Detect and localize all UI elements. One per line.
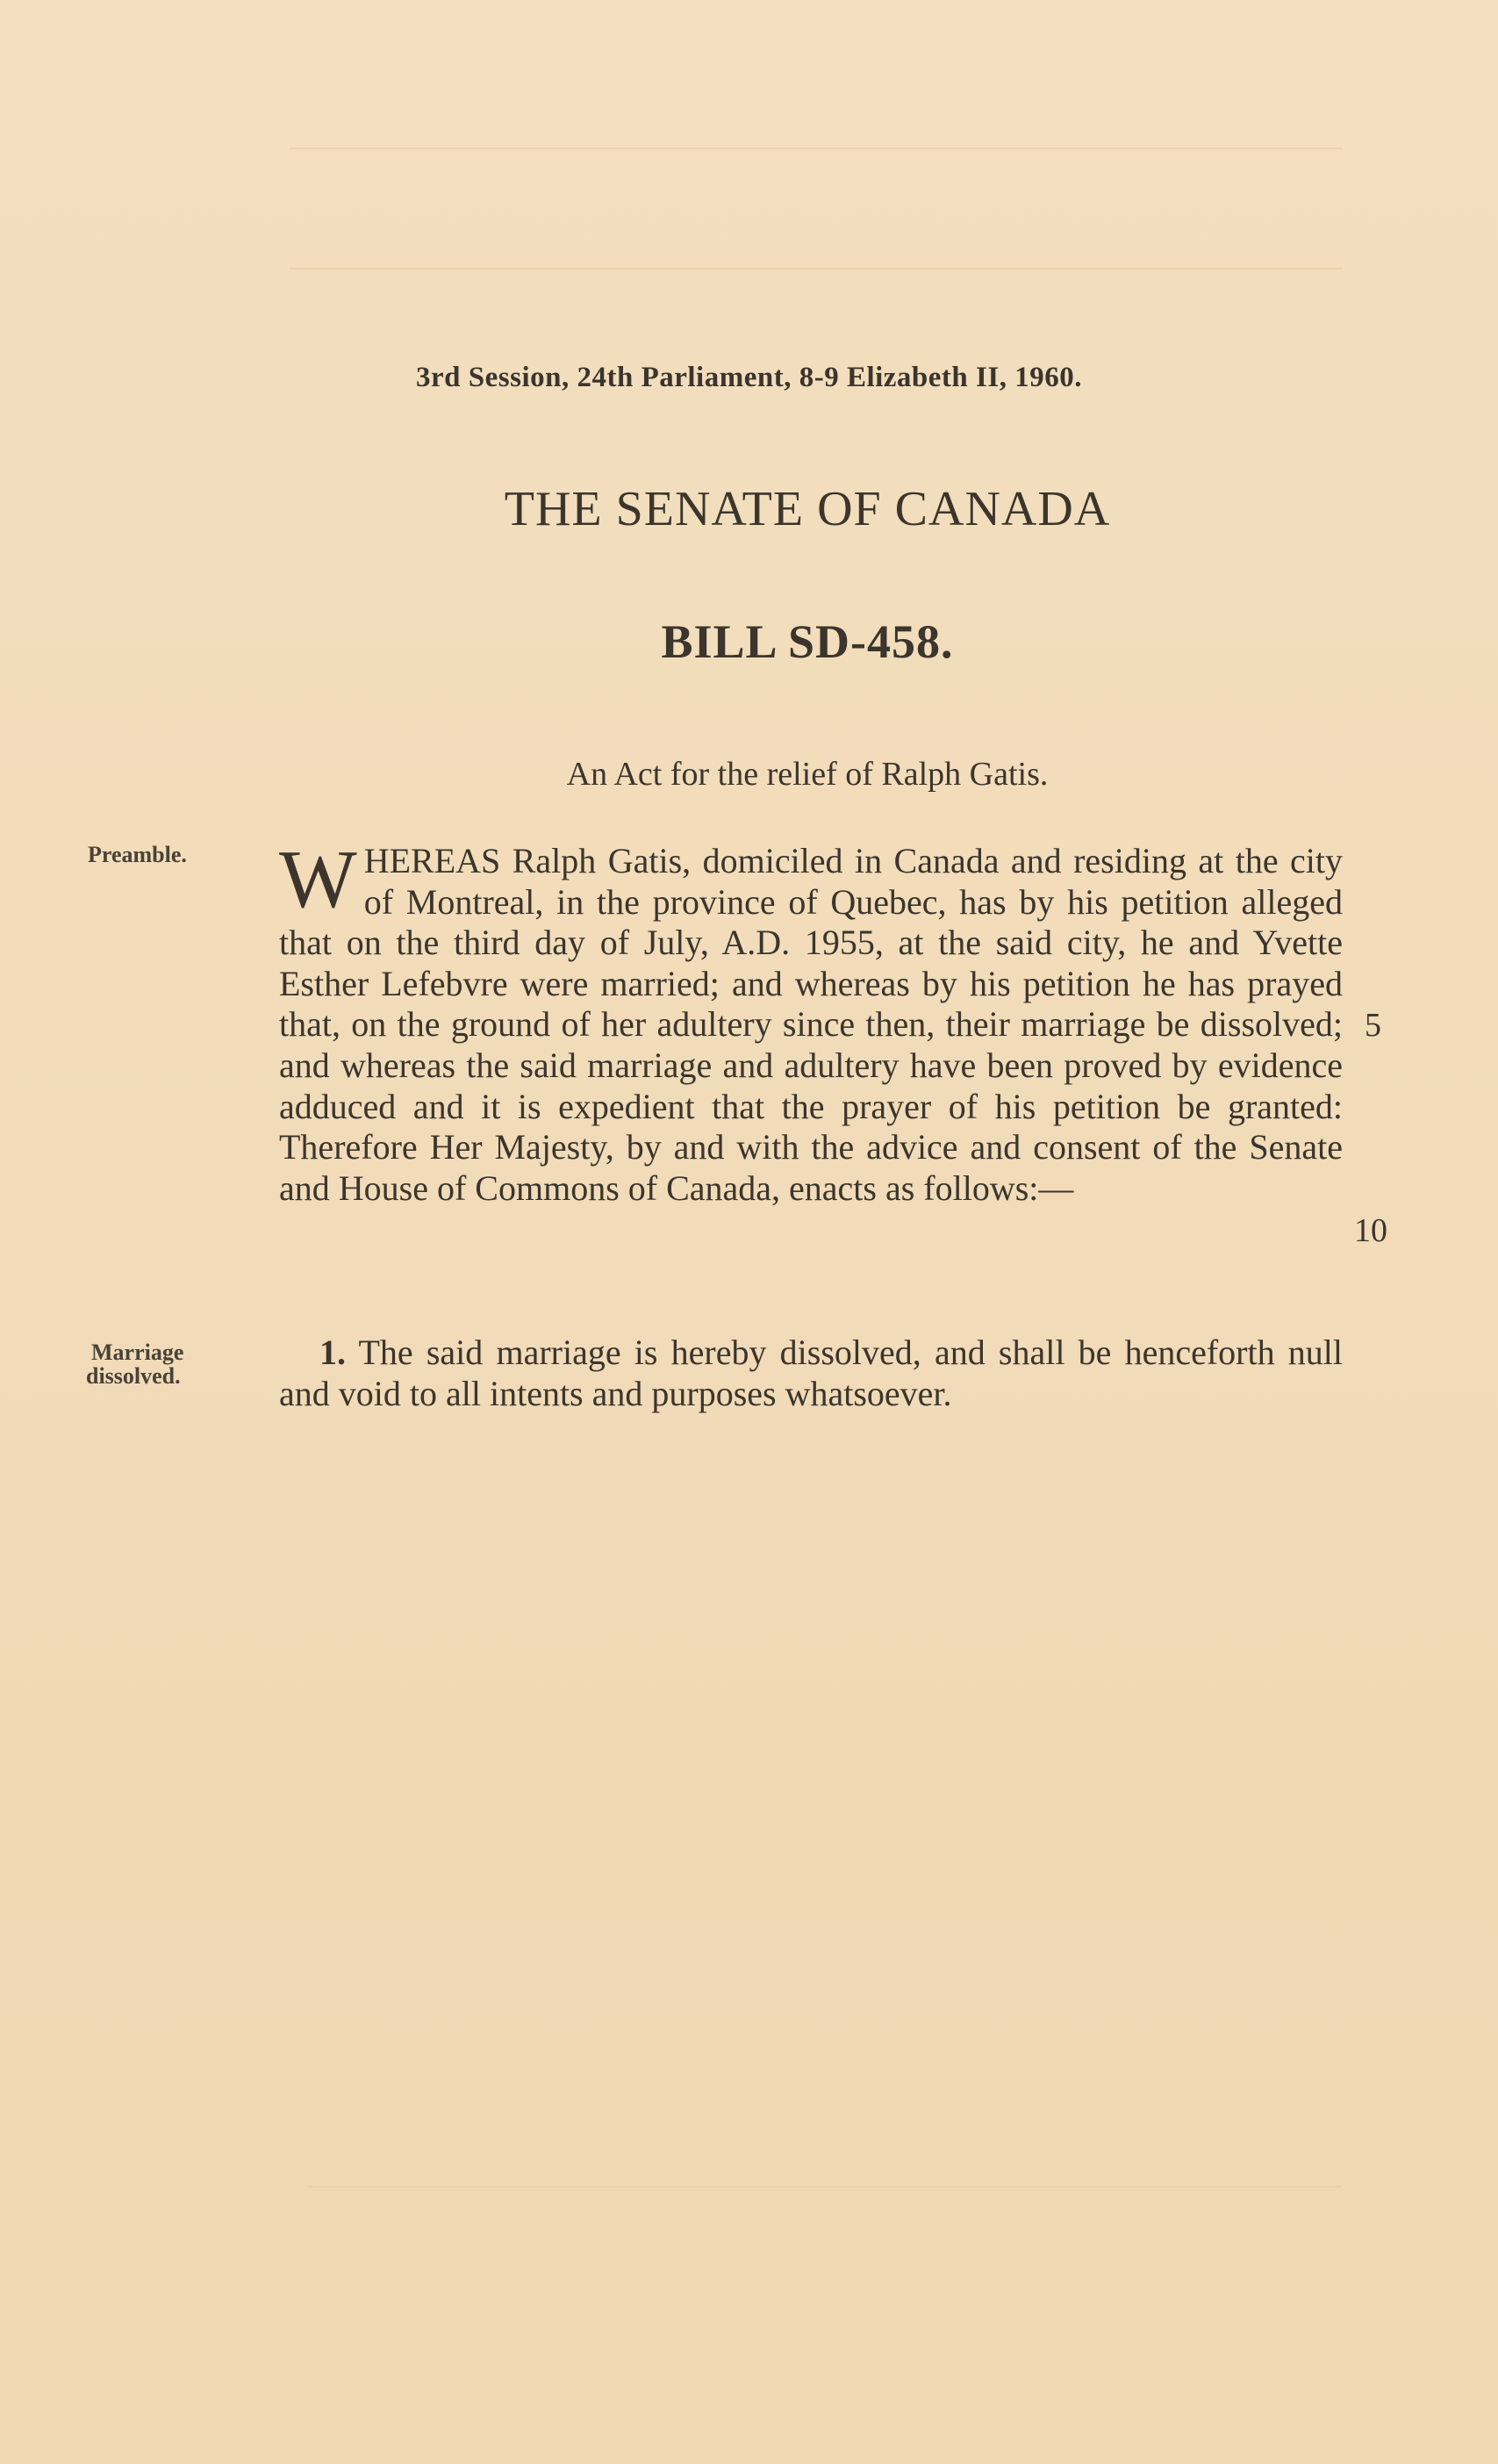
section1-margin-note	[86, 1340, 184, 1389]
preamble-dropcap: W	[279, 834, 357, 925]
chamber-title: THE SENATE OF CANADA	[504, 482, 1111, 536]
section1-margin-note-line2: dissolved.	[86, 1363, 181, 1389]
preamble-margin-note: Preamble.	[88, 842, 187, 867]
section1-paragraph	[279, 1333, 1343, 1414]
bill-number: BILL SD-458.	[661, 615, 954, 668]
section1-text: The said marriage is hereby dissolved, and shall be henceforth null and void to all intents and purposes whatsoever.	[279, 1333, 1343, 1413]
preamble-text: HEREAS Ralph Gatis, domiciled in Canada and residing at the city of Montreal, in the province of Quebec, has by his petition alleged that on the third day of July, A.D. 1955, at the said city, he and Yvette Esther Lefebvre were married; and whereas by his petition he has prayed that, on the ground of her adultery since then, their marriage be dissolved; and whereas the said marriage and adultery have been proved by evidence adduced and it is expedient that the prayer of his petition be granted: Therefore Her Majesty, by and with the advice and consent of the Senate and House of Commons of Canada, enacts as follows:—	[279, 841, 1343, 1208]
faint-rule-top	[290, 147, 1343, 149]
section1-margin-note-line1: Marriage	[91, 1340, 184, 1365]
preamble-paragraph	[279, 834, 1343, 1209]
session-line: 3rd Session, 24th Parliament, 8-9 Elizabeth II, 1960.	[416, 362, 1082, 393]
act-title: An Act for the relief of Ralph Gatis.	[566, 756, 1049, 793]
line-number-5: 5	[1365, 1007, 1381, 1044]
faint-rule-upper	[290, 268, 1343, 269]
faint-rule-bottom	[307, 2186, 1343, 2187]
section1-number: 1.	[319, 1333, 346, 1372]
line-number-10: 10	[1354, 1212, 1387, 1249]
